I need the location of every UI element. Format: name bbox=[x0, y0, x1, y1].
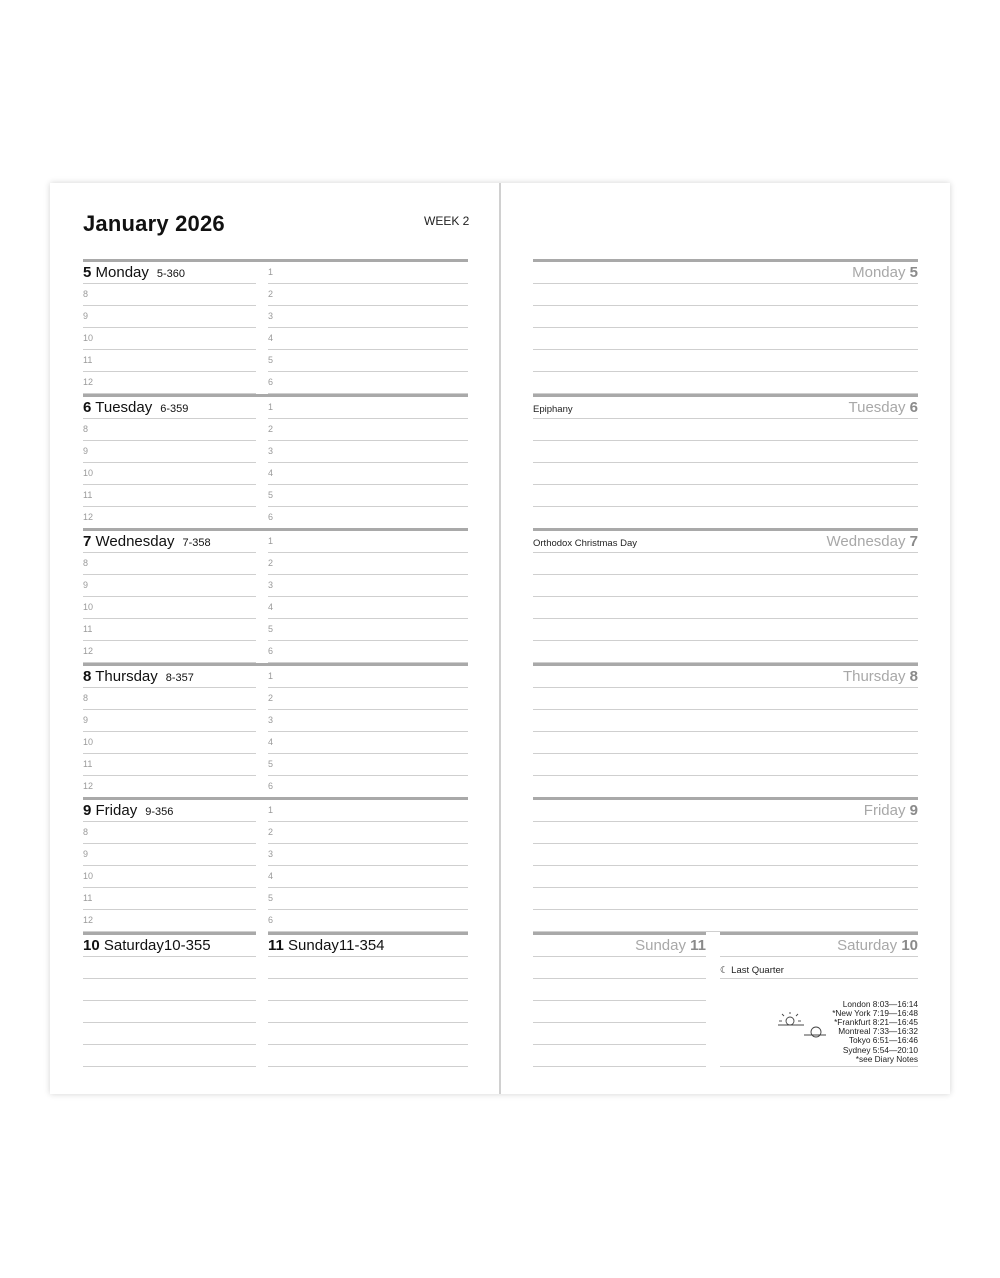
hour-label: 5 bbox=[268, 355, 274, 365]
day-heading bbox=[849, 399, 919, 416]
hour-line[interactable] bbox=[83, 506, 256, 507]
hour-line[interactable] bbox=[83, 775, 256, 776]
hour-line[interactable] bbox=[268, 305, 468, 306]
hour-line[interactable] bbox=[83, 640, 256, 641]
hour-line[interactable] bbox=[83, 371, 256, 372]
moon-phase: ☾ Last Quarter bbox=[720, 964, 784, 976]
hour-line[interactable] bbox=[268, 640, 468, 641]
day-of-year: 6-359 bbox=[160, 402, 189, 415]
day-number: 7 bbox=[909, 533, 918, 550]
sun-time-line: *New York 7:19—16:48 bbox=[832, 1007, 918, 1018]
day-number: 10 bbox=[901, 936, 918, 954]
note-line[interactable] bbox=[268, 1044, 468, 1045]
hour-line[interactable] bbox=[83, 440, 256, 441]
hour-line[interactable] bbox=[83, 709, 256, 710]
hour-label: 6 bbox=[268, 646, 274, 656]
hour-line[interactable] bbox=[83, 349, 256, 350]
note-line[interactable] bbox=[533, 1022, 706, 1023]
day-name: Tuesday bbox=[848, 398, 906, 416]
hour-label: 1 bbox=[268, 670, 274, 681]
note-line[interactable] bbox=[83, 978, 256, 979]
hour-label: 5 bbox=[268, 624, 274, 634]
note-line[interactable] bbox=[83, 956, 256, 957]
right-page bbox=[533, 259, 918, 1072]
day-of-year: 11-354 bbox=[338, 936, 385, 954]
weekend-day bbox=[268, 932, 468, 1072]
hour-label: 5 bbox=[268, 758, 274, 769]
hour-line[interactable] bbox=[83, 687, 256, 688]
day-heading bbox=[827, 533, 918, 550]
day-number: 9 bbox=[83, 802, 92, 819]
day-name: Friday bbox=[863, 802, 906, 819]
note-line[interactable] bbox=[533, 283, 918, 284]
note-line[interactable] bbox=[533, 418, 918, 419]
day-rule bbox=[268, 932, 468, 935]
day-block bbox=[83, 797, 468, 932]
sun-time-line: Sydney 5:54—20:10 bbox=[842, 1044, 918, 1055]
hour-line[interactable] bbox=[268, 283, 468, 284]
day-heading bbox=[843, 668, 918, 685]
day-block bbox=[533, 394, 918, 529]
hour-line[interactable] bbox=[83, 731, 256, 732]
hour-line[interactable] bbox=[83, 596, 256, 597]
hour-label: 6 bbox=[268, 511, 274, 522]
note-line[interactable] bbox=[533, 440, 918, 441]
hour-line[interactable] bbox=[268, 574, 468, 575]
hour-label: 5 bbox=[268, 893, 274, 903]
day-block bbox=[533, 797, 918, 932]
note-line[interactable] bbox=[533, 327, 918, 328]
day-number: 6 bbox=[83, 398, 92, 416]
note-line[interactable] bbox=[533, 552, 918, 553]
day-name: Saturday bbox=[837, 936, 898, 954]
hour-label: 12 bbox=[83, 511, 94, 522]
hour-line[interactable] bbox=[268, 731, 468, 732]
day-name: Saturday bbox=[103, 936, 164, 954]
note-line[interactable] bbox=[268, 1000, 468, 1001]
day-rule bbox=[83, 528, 468, 531]
hour-label: 4 bbox=[268, 333, 274, 343]
weekend-day bbox=[83, 932, 256, 1072]
hour-label: 10 bbox=[83, 736, 94, 747]
hour-label: 5 bbox=[268, 489, 274, 500]
hour-line[interactable] bbox=[268, 865, 468, 866]
day-name: Thursday bbox=[842, 667, 906, 685]
note-line[interactable] bbox=[533, 731, 918, 732]
hour-line[interactable] bbox=[268, 909, 468, 910]
hour-label: 2 bbox=[268, 423, 274, 434]
hour-line[interactable] bbox=[268, 552, 468, 553]
day-heading bbox=[83, 533, 211, 553]
hour-line[interactable] bbox=[268, 887, 468, 888]
day-block bbox=[83, 259, 468, 394]
day-of-year: 8-357 bbox=[165, 671, 194, 684]
note-line[interactable] bbox=[268, 1066, 468, 1067]
day-of-year: 7-358 bbox=[182, 537, 211, 549]
hour-label: 3 bbox=[268, 580, 274, 590]
hour-label: 12 bbox=[83, 915, 94, 925]
hour-line[interactable] bbox=[83, 552, 256, 553]
hour-line[interactable] bbox=[83, 574, 256, 575]
day-name: Friday bbox=[95, 802, 138, 819]
hour-line[interactable] bbox=[83, 843, 256, 844]
note-line[interactable] bbox=[533, 1066, 706, 1067]
note-line[interactable] bbox=[533, 640, 918, 641]
hour-label: 12 bbox=[83, 377, 94, 387]
note-line[interactable] bbox=[533, 753, 918, 754]
note-line[interactable] bbox=[533, 956, 706, 957]
note-line[interactable] bbox=[533, 506, 918, 507]
day-rule bbox=[533, 932, 706, 935]
day-number: 7 bbox=[83, 533, 92, 550]
weekend-day bbox=[533, 932, 706, 1072]
hour-label: 11 bbox=[83, 489, 93, 500]
note-line[interactable] bbox=[533, 618, 918, 619]
note-line[interactable] bbox=[533, 887, 918, 888]
hour-label: 1 bbox=[268, 267, 274, 277]
hour-label: 11 bbox=[83, 758, 93, 769]
hour-line[interactable] bbox=[268, 775, 468, 776]
day-block bbox=[83, 394, 468, 529]
hour-label: 2 bbox=[268, 692, 274, 703]
note-line[interactable] bbox=[533, 865, 918, 866]
hour-line[interactable] bbox=[268, 709, 468, 710]
day-rule bbox=[83, 797, 468, 800]
hour-label: 8 bbox=[83, 827, 89, 837]
hour-line[interactable] bbox=[268, 687, 468, 688]
day-rule bbox=[533, 528, 918, 531]
day-heading bbox=[635, 937, 706, 954]
hour-line[interactable] bbox=[83, 305, 256, 306]
hour-label: 9 bbox=[83, 580, 89, 590]
note-line[interactable] bbox=[533, 1000, 706, 1001]
day-number: 11 bbox=[268, 936, 284, 954]
note-line[interactable] bbox=[533, 909, 918, 910]
day-number: 11 bbox=[690, 936, 706, 954]
hour-line[interactable] bbox=[268, 821, 468, 822]
diary-spread bbox=[50, 183, 950, 1094]
note-line[interactable] bbox=[268, 978, 468, 979]
hour-label: 1 bbox=[268, 805, 274, 815]
hour-label: 1 bbox=[268, 536, 274, 546]
hour-label: 10 bbox=[83, 602, 94, 612]
day-rule bbox=[720, 932, 918, 935]
hour-label: 2 bbox=[268, 827, 274, 837]
hour-label: 6 bbox=[268, 780, 274, 791]
day-name: Wednesday bbox=[95, 533, 175, 550]
day-heading bbox=[837, 937, 918, 954]
sun-time-line: London 8:03—16:14 bbox=[842, 998, 918, 1009]
day-rule bbox=[533, 259, 918, 262]
hour-line[interactable] bbox=[83, 418, 256, 419]
hour-line[interactable] bbox=[268, 484, 468, 485]
day-rule bbox=[83, 394, 468, 397]
hour-line[interactable] bbox=[83, 753, 256, 754]
day-heading bbox=[83, 668, 194, 688]
hour-line[interactable] bbox=[83, 865, 256, 866]
sun-times bbox=[832, 1000, 918, 1064]
page-spine bbox=[499, 183, 501, 1094]
hour-label: 2 bbox=[268, 558, 274, 568]
hour-label: 9 bbox=[83, 445, 89, 456]
sun-time-line: *see Diary Notes bbox=[855, 1053, 918, 1064]
hour-label: 1 bbox=[268, 401, 274, 412]
hour-label: 6 bbox=[268, 915, 274, 925]
page-title: January 2026 bbox=[83, 211, 225, 236]
hour-line[interactable] bbox=[83, 484, 256, 485]
day-of-year: 9-356 bbox=[145, 806, 174, 818]
note-line[interactable] bbox=[533, 821, 918, 822]
note-line[interactable] bbox=[533, 305, 918, 306]
note-line[interactable] bbox=[533, 349, 918, 350]
day-name: Monday bbox=[852, 264, 906, 281]
hour-label: 12 bbox=[83, 780, 94, 791]
note-line[interactable] bbox=[533, 596, 918, 597]
hour-label: 8 bbox=[83, 692, 89, 703]
note-line[interactable] bbox=[720, 978, 918, 979]
weekend-day bbox=[720, 932, 918, 1072]
weekend-block bbox=[83, 932, 468, 1072]
hour-label: 9 bbox=[83, 714, 89, 725]
day-number: 5 bbox=[83, 264, 92, 281]
note-line[interactable] bbox=[720, 1066, 918, 1067]
weekend-block bbox=[533, 932, 918, 1072]
note-line[interactable] bbox=[533, 1044, 706, 1045]
hour-label: 2 bbox=[268, 289, 274, 299]
note-line[interactable] bbox=[720, 956, 918, 957]
day-number: 5 bbox=[909, 264, 918, 281]
hour-line[interactable] bbox=[268, 506, 468, 507]
sun-time-line: Tokyo 6:51—16:46 bbox=[848, 1035, 918, 1046]
note-line[interactable] bbox=[533, 978, 706, 979]
hour-label: 8 bbox=[83, 558, 89, 568]
hour-label: 4 bbox=[268, 871, 274, 881]
left-page bbox=[83, 259, 468, 1072]
day-name: Sunday bbox=[635, 936, 686, 954]
note-line[interactable] bbox=[533, 843, 918, 844]
note-line[interactable] bbox=[533, 462, 918, 463]
hour-line[interactable] bbox=[268, 753, 468, 754]
day-rule bbox=[533, 394, 918, 397]
day-heading bbox=[83, 802, 173, 822]
hour-label: 10 bbox=[83, 467, 94, 478]
note-line[interactable] bbox=[533, 574, 918, 575]
hour-line[interactable] bbox=[268, 618, 468, 619]
hour-line[interactable] bbox=[268, 440, 468, 441]
hour-label: 11 bbox=[83, 624, 93, 634]
hour-label: 11 bbox=[83, 355, 93, 365]
day-rule bbox=[533, 797, 918, 800]
sunrise-icon bbox=[776, 1012, 826, 1042]
hour-line[interactable] bbox=[83, 909, 256, 910]
day-rule bbox=[83, 259, 468, 262]
day-heading bbox=[864, 802, 918, 819]
hour-label: 12 bbox=[83, 646, 94, 656]
day-of-year: 5-360 bbox=[156, 268, 186, 280]
hour-label: 10 bbox=[83, 871, 94, 881]
day-heading bbox=[83, 264, 185, 284]
hour-line[interactable] bbox=[83, 327, 256, 328]
hour-label: 8 bbox=[83, 423, 89, 434]
day-block bbox=[533, 259, 918, 394]
day-block bbox=[533, 663, 918, 798]
hour-line[interactable] bbox=[268, 843, 468, 844]
day-of-year: 10-355 bbox=[163, 936, 211, 954]
note-line[interactable] bbox=[83, 1022, 256, 1023]
day-number: 6 bbox=[909, 398, 918, 416]
hour-line[interactable] bbox=[268, 371, 468, 372]
hour-line[interactable] bbox=[268, 327, 468, 328]
hour-label: 3 bbox=[268, 445, 274, 456]
hour-line[interactable] bbox=[268, 349, 468, 350]
note-line[interactable] bbox=[533, 709, 918, 710]
note-line[interactable] bbox=[268, 1022, 468, 1023]
day-block bbox=[83, 528, 468, 663]
holiday-label: Epiphany bbox=[533, 403, 573, 415]
note-line[interactable] bbox=[83, 1066, 256, 1067]
day-rule bbox=[83, 932, 256, 935]
hour-label: 6 bbox=[268, 377, 274, 387]
hour-label: 3 bbox=[268, 714, 274, 725]
day-heading bbox=[83, 937, 211, 954]
day-heading bbox=[268, 937, 385, 954]
hour-label: 9 bbox=[83, 311, 89, 321]
day-name: Thursday bbox=[95, 667, 158, 685]
holiday-label: Orthodox Christmas Day bbox=[533, 538, 638, 549]
hour-label: 8 bbox=[83, 289, 89, 299]
hour-line[interactable] bbox=[83, 618, 256, 619]
hour-label: 4 bbox=[268, 602, 274, 612]
hour-line[interactable] bbox=[83, 462, 256, 463]
hour-label: 3 bbox=[268, 311, 274, 321]
day-number: 9 bbox=[909, 802, 918, 819]
day-name: Monday bbox=[95, 264, 149, 281]
sun-time-line: *Frankfurt 8:21—16:45 bbox=[834, 1016, 918, 1027]
day-name: Tuesday bbox=[95, 398, 153, 416]
hour-line[interactable] bbox=[268, 596, 468, 597]
week-label: WEEK 2 bbox=[424, 214, 470, 228]
hour-line[interactable] bbox=[268, 418, 468, 419]
hour-line[interactable] bbox=[83, 283, 256, 284]
day-number: 8 bbox=[909, 667, 918, 685]
hour-line[interactable] bbox=[268, 462, 468, 463]
day-name: Wednesday bbox=[826, 533, 906, 550]
hour-label: 4 bbox=[268, 736, 274, 747]
note-line[interactable] bbox=[533, 371, 918, 372]
day-heading bbox=[83, 399, 188, 419]
note-line[interactable] bbox=[83, 1000, 256, 1001]
hour-label: 9 bbox=[83, 849, 89, 859]
note-line[interactable] bbox=[268, 956, 468, 957]
note-line[interactable] bbox=[533, 775, 918, 776]
note-line[interactable] bbox=[83, 1044, 256, 1045]
day-name: Sunday bbox=[288, 936, 339, 954]
hour-label: 11 bbox=[83, 893, 93, 903]
note-line[interactable] bbox=[533, 687, 918, 688]
day-number: 8 bbox=[83, 667, 92, 685]
day-block bbox=[533, 528, 918, 663]
day-number: 10 bbox=[83, 936, 100, 954]
hour-line[interactable] bbox=[83, 821, 256, 822]
day-block bbox=[83, 663, 468, 798]
day-rule bbox=[83, 663, 468, 666]
sun-time-line: Montreal 7:33—16:32 bbox=[838, 1026, 918, 1037]
day-rule bbox=[533, 663, 918, 666]
hour-label: 10 bbox=[83, 333, 94, 343]
hour-label: 4 bbox=[268, 467, 274, 478]
day-heading bbox=[852, 264, 918, 281]
hour-label: 3 bbox=[268, 849, 274, 859]
hour-line[interactable] bbox=[83, 887, 256, 888]
note-line[interactable] bbox=[533, 484, 918, 485]
